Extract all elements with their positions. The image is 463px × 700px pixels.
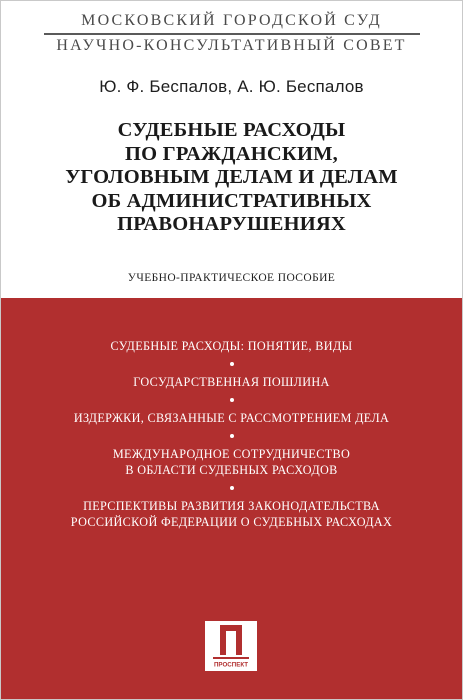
bullet-dot-icon xyxy=(230,434,234,438)
logo-text: ПРОСПЕКТ xyxy=(213,661,249,669)
publisher-name: МОСКОВСКИЙ ГОРОДСКОЙ СУД xyxy=(81,12,382,29)
bullet-dot-icon xyxy=(230,398,234,402)
book-subtitle: УЧЕБНО-ПРАКТИЧЕСКОЕ ПОСОБИЕ xyxy=(127,272,336,284)
book-title xyxy=(21,119,442,237)
contents-item xyxy=(1,410,462,426)
title-line: ПРАВОНАРУШЕНИЯХ xyxy=(117,213,346,235)
contents-item-text: МЕЖДУНАРОДНОЕ СОТРУДНИЧЕСТВО xyxy=(112,447,351,461)
publisher-header xyxy=(1,11,462,59)
title-line: СУДЕБНЫЕ РАСХОДЫ xyxy=(117,119,346,141)
contents-item xyxy=(1,374,462,390)
title-line: УГОЛОВНЫМ ДЕЛАМ И ДЕЛАМ xyxy=(65,166,398,188)
title-line: ПО ГРАЖДАНСКИМ, xyxy=(125,142,338,165)
contents-item-text: ПЕРСПЕКТИВЫ РАЗВИТИЯ ЗАКОНОДАТЕЛЬСТВА xyxy=(83,499,380,513)
publisher-council: НАУЧНО-КОНСУЛЬТАТИВНЫЙ СОВЕТ xyxy=(56,37,407,54)
bullet-dot-icon xyxy=(230,362,234,366)
contents-item-text: В ОБЛАСТИ СУДЕБНЫХ РАСХОДОВ xyxy=(125,463,338,477)
contents-item xyxy=(1,498,462,530)
logo-rule xyxy=(213,657,249,659)
contents-item-text: СУДЕБНЫЕ РАСХОДЫ: ПОНЯТИЕ, ВИДЫ xyxy=(110,339,353,353)
title-line: ОБ АДМИНИСТРАТИВНЫХ xyxy=(91,189,372,212)
prospekt-logo-icon xyxy=(205,621,257,671)
contents-item xyxy=(1,446,462,478)
publisher-divider xyxy=(44,33,420,35)
contents-item-text: ИЗДЕРЖКИ, СВЯЗАННЫЕ С РАССМОТРЕНИЕМ ДЕЛА xyxy=(73,411,390,425)
contents-item-text: ГОСУДАРСТВЕННАЯ ПОШЛИНА xyxy=(133,375,330,389)
contents-item xyxy=(1,338,462,354)
contents-list xyxy=(1,338,462,530)
logo-cutout xyxy=(226,631,236,655)
contents-item-text: РОССИЙСКОЙ ФЕДЕРАЦИИ О СУДЕБНЫХ РАСХОДАХ xyxy=(70,515,393,529)
bullet-dot-icon xyxy=(230,486,234,490)
contents-panel xyxy=(1,298,462,699)
book-authors: Ю. Ф. Беспалов, А. Ю. Беспалов xyxy=(99,77,364,96)
